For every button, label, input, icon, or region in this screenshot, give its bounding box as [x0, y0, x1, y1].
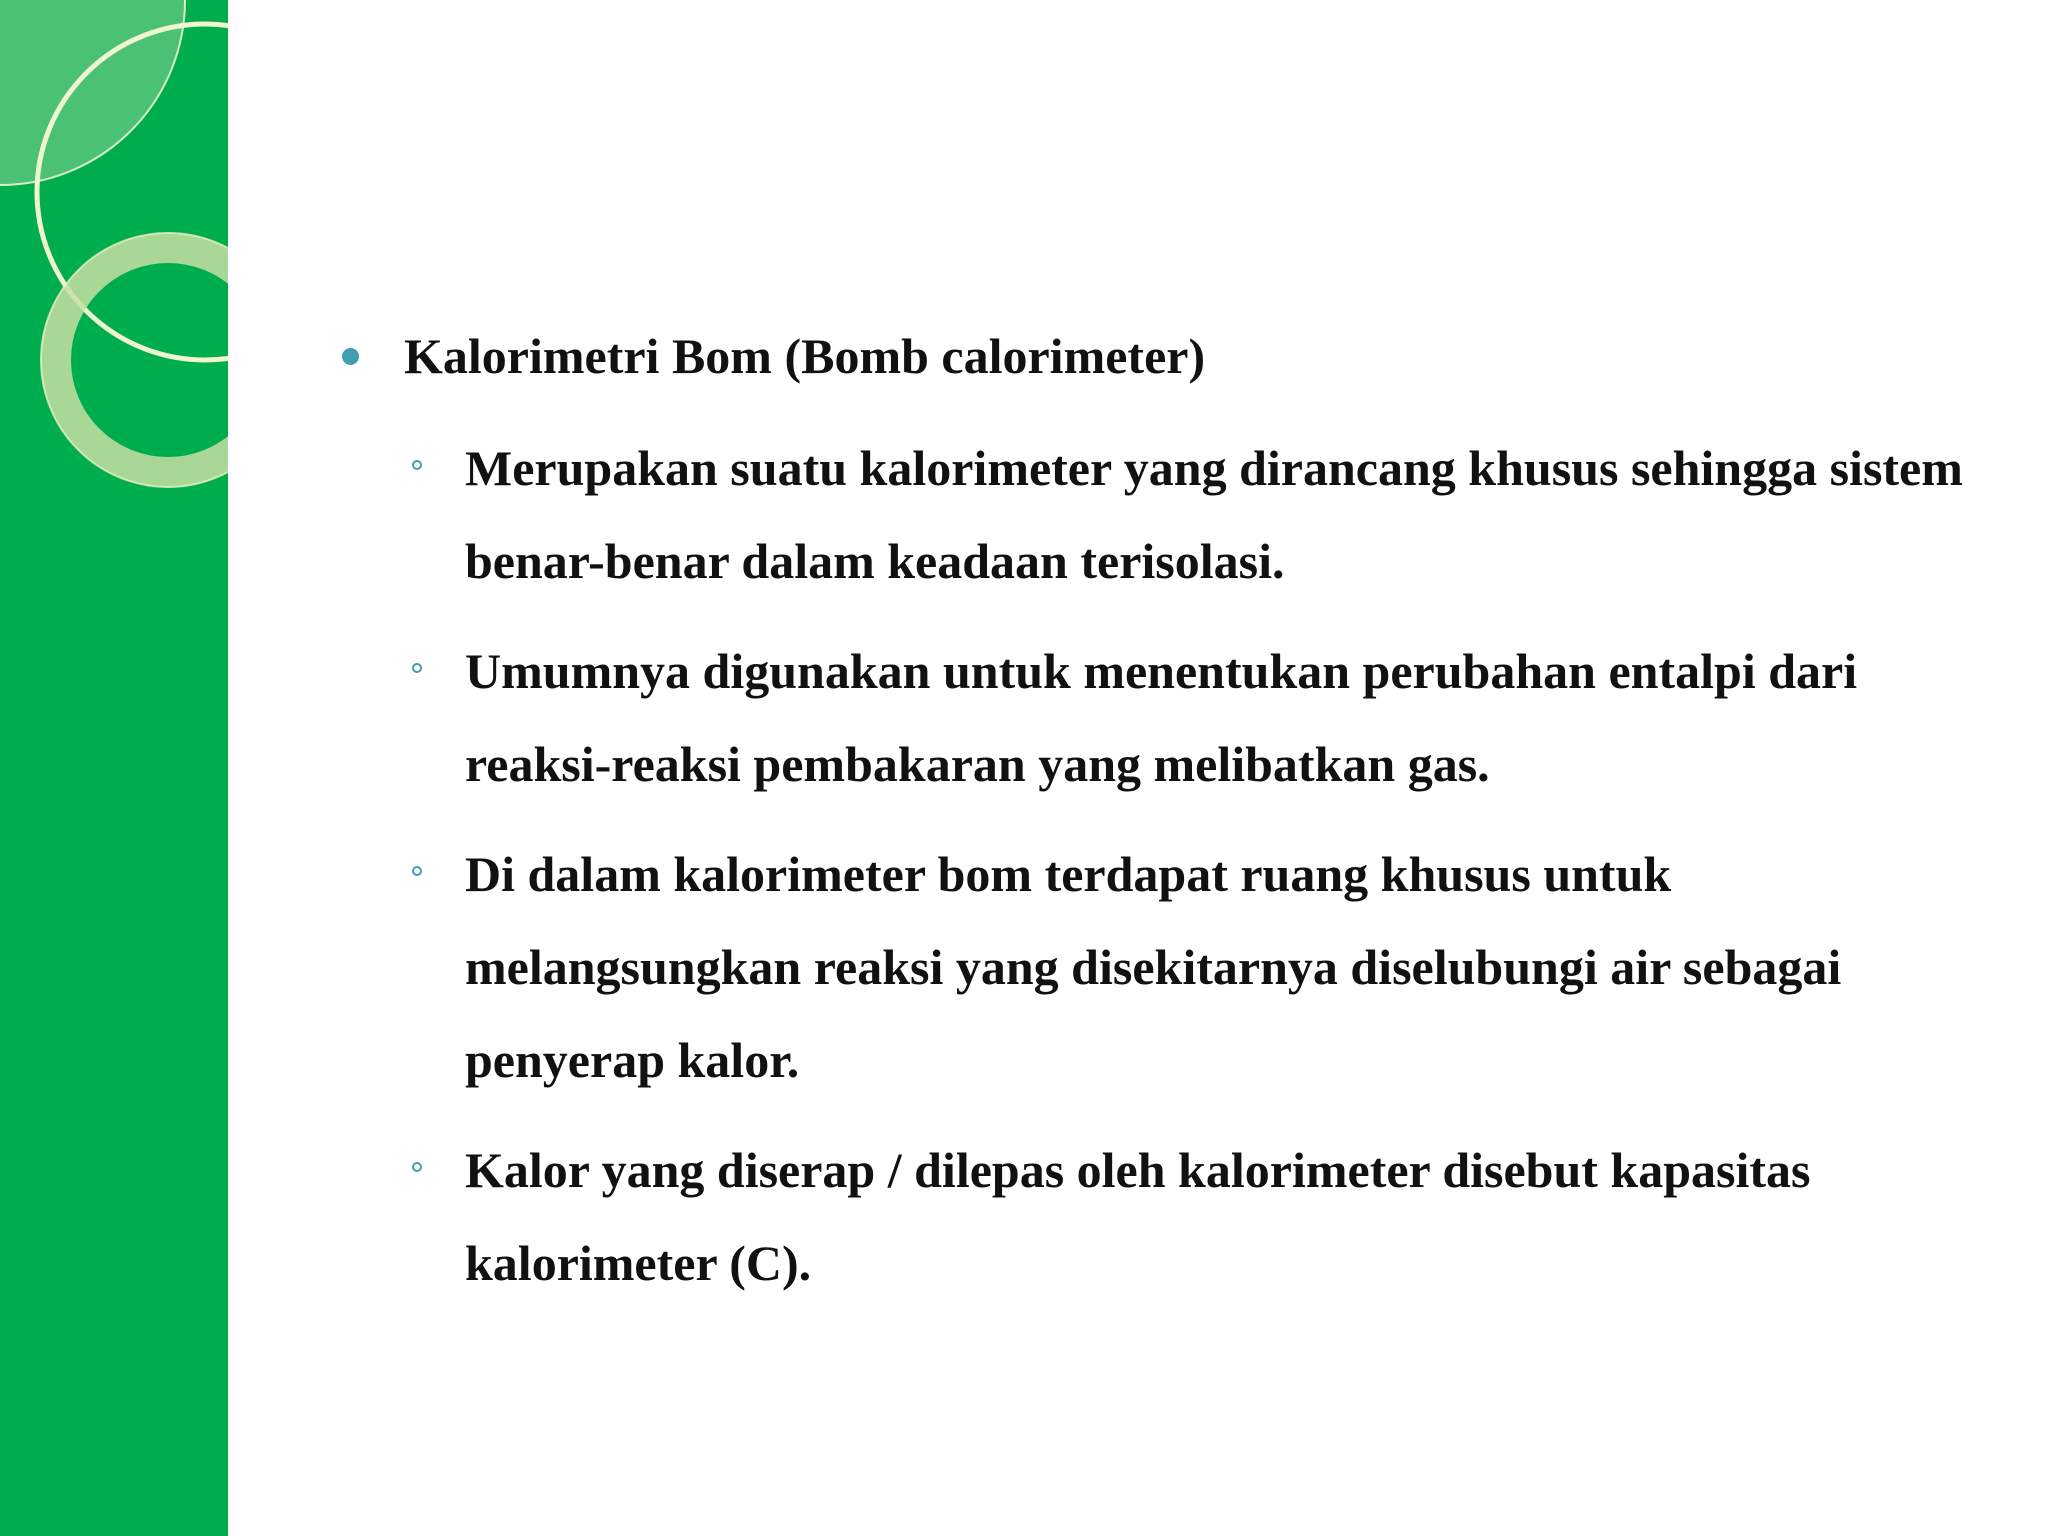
circles-decoration-icon	[0, 0, 228, 520]
bullet-text: Merupakan suatu kalorimeter yang dirancang khusus sehingga sistem benar-benar dalam keadaan terisolasi.	[465, 440, 1963, 589]
bullet-text: Kalor yang diserap / dilepas oleh kalorimeter disebut kapasitas kalorimeter (C).	[465, 1142, 1811, 1291]
bullet-text: Umumnya digunakan untuk menentukan perubahan entalpi dari reaksi-reaksi pembakaran yang melibatkan gas.	[465, 643, 1858, 792]
bullet-dot-icon	[342, 348, 359, 365]
bullet-item-level1	[330, 318, 1980, 394]
bullet-text: Kalorimetri Bom (Bomb calorimeter)	[404, 328, 1206, 384]
bullet-item-level2	[330, 625, 1980, 811]
bullet-item-level2	[330, 422, 1980, 608]
bullet-item-level2	[330, 828, 1980, 1107]
bullet-ring-icon	[412, 866, 422, 876]
bullet-ring-icon	[412, 1162, 422, 1172]
bullet-text: Di dalam kalorimeter bom terdapat ruang khusus untuk melangsungkan reaksi yang disekitarnya diselubungi air sebagai penyerap kalor.	[465, 846, 1842, 1088]
bullet-item-level2	[330, 1124, 1980, 1310]
sidebar-decoration	[0, 0, 228, 1536]
bullet-ring-icon	[412, 663, 422, 673]
bullet-ring-icon	[412, 460, 422, 470]
slide-content	[330, 318, 1980, 1327]
